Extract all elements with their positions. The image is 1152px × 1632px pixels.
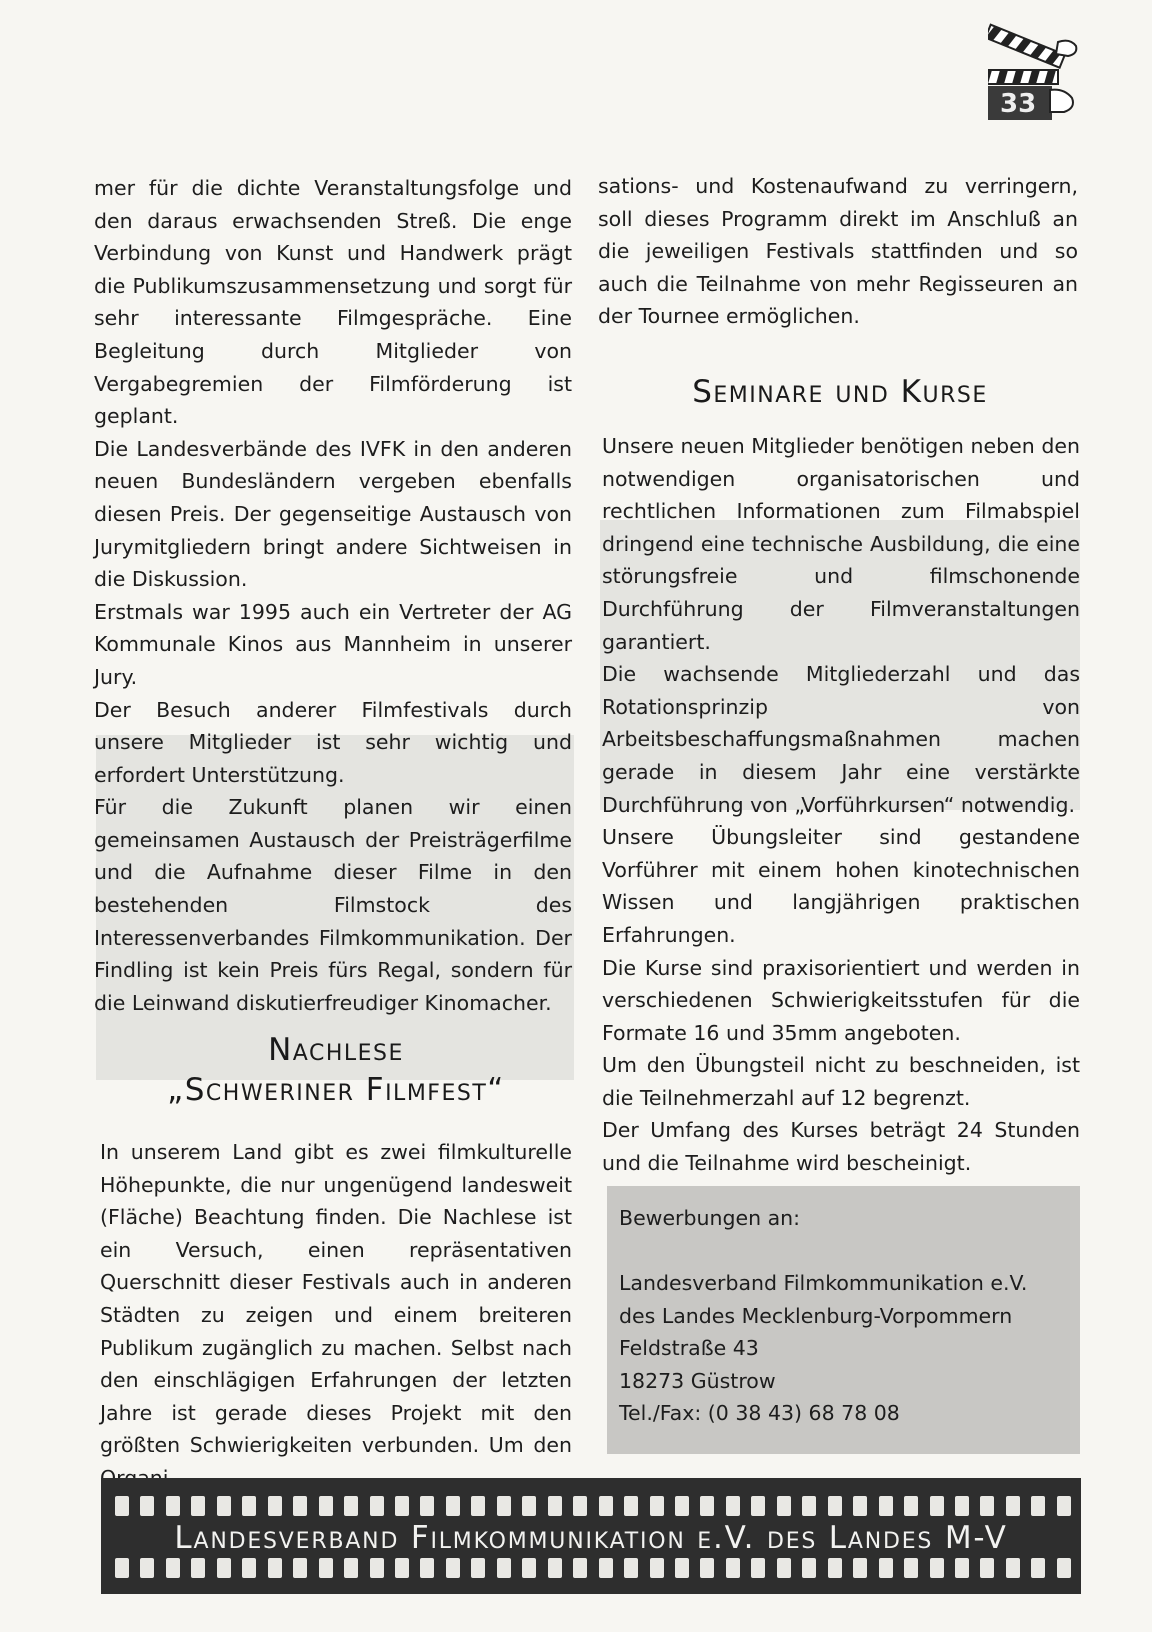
film-perforation-hole bbox=[802, 1558, 816, 1578]
heading-nachlese bbox=[96, 1030, 576, 1110]
film-perforation-hole bbox=[930, 1558, 944, 1578]
film-perforation-hole bbox=[1031, 1496, 1045, 1516]
paragraph: Die wachsende Mitgliederzahl und das Rotationsprinzip von Arbeitsbeschaffungsmaßnahmen machen gerade in diesem Jahr eine verstärkte Durchführung von „Vorführkursen“ notwendig. bbox=[602, 662, 1080, 817]
left-column-top bbox=[94, 172, 572, 1019]
clapperboard-icon bbox=[988, 20, 1078, 132]
film-perforation-hole bbox=[370, 1558, 384, 1578]
film-perforation-hole bbox=[904, 1558, 918, 1578]
film-perforation-hole bbox=[802, 1496, 816, 1516]
film-perforation-hole bbox=[370, 1496, 384, 1516]
film-perforation-hole bbox=[166, 1558, 180, 1578]
film-perforation-hole bbox=[675, 1496, 689, 1516]
paragraph: Unsere neuen Mitglieder benötigen neben den notwendigen organisatorischen und rechtlichen Informationen zum Filmabspiel dringend eine technische Ausbildung, die eine störungsfreie und filmschonende Durchführung der Filmveranstaltungen garantiert. bbox=[602, 434, 1080, 654]
film-perforation-hole bbox=[955, 1496, 969, 1516]
film-perforation-hole bbox=[930, 1496, 944, 1516]
film-perforation-hole bbox=[522, 1496, 536, 1516]
paragraph: Für die Zukunft planen wir einen gemeinsamen Austausch der Preisträgerfilme und die Aufnahme dieser Filme in den bestehenden Filmstock des Interessenverbandes Filmkommunikation. Der Findling ist kein Preis fürs Regal, sondern für die Leinwand diskutierfreudiger Kinomacher. bbox=[94, 795, 572, 1015]
film-perforation-hole bbox=[166, 1496, 180, 1516]
paragraph: Der Umfang des Kurses beträgt 24 Stunden und die Teilnahme wird bescheinigt. bbox=[602, 1118, 1080, 1176]
film-perforation-hole bbox=[293, 1558, 307, 1578]
contact-address bbox=[619, 1267, 1027, 1430]
film-perforation-hole bbox=[497, 1558, 511, 1578]
paragraph: sations- und Kostenaufwand zu verringern, soll dieses Programm direkt im Anschluß an die jeweiligen Festivals stattfinden und so auch die Teilnahme von mehr Regisseuren an der Tournee ermöglichen. bbox=[598, 174, 1078, 329]
film-perforation-hole bbox=[879, 1558, 893, 1578]
film-perforation-hole bbox=[268, 1558, 282, 1578]
film-perforation-hole bbox=[217, 1496, 231, 1516]
film-perforation-hole bbox=[242, 1496, 256, 1516]
film-perforation-hole bbox=[980, 1558, 994, 1578]
contact-box bbox=[607, 1186, 1080, 1454]
film-perforation-hole bbox=[650, 1496, 664, 1516]
film-perforation-hole bbox=[726, 1558, 740, 1578]
film-perforation-hole bbox=[1006, 1558, 1020, 1578]
heading-line: „Schweriner Filmfest“ bbox=[167, 1072, 505, 1108]
paragraph: Der Besuch anderer Filmfestivals durch unsere Mitglieder ist sehr wichtig und erfordert Unterstützung. bbox=[94, 697, 572, 787]
contact-line: Feldstraße 43 bbox=[619, 1336, 759, 1361]
film-perforation-hole bbox=[624, 1558, 638, 1578]
film-perforation-hole bbox=[446, 1558, 460, 1578]
film-perforation-hole bbox=[853, 1558, 867, 1578]
film-perforation-hole bbox=[319, 1558, 333, 1578]
paragraph: Die Kurse sind praxisorientiert und werden in verschiedenen Schwierigkeitsstufen für die Formate 16 und 35mm angeboten. bbox=[602, 955, 1080, 1045]
film-perforation-hole bbox=[115, 1558, 129, 1578]
paragraph: Um den Übungsteil nicht zu beschneiden, ist die Teilnehmerzahl auf 12 begrenzt. bbox=[602, 1053, 1080, 1110]
film-perforation-hole bbox=[726, 1496, 740, 1516]
contact-heading: Bewerbungen an: bbox=[619, 1206, 801, 1230]
contact-line: Landesverband Filmkommunikation e.V. bbox=[619, 1271, 1028, 1295]
film-perforation-hole bbox=[395, 1558, 409, 1578]
film-perforation-hole bbox=[573, 1558, 587, 1578]
film-perforation-hole bbox=[700, 1558, 714, 1578]
right-column-mid bbox=[602, 430, 1080, 1180]
film-perforation-hole bbox=[650, 1558, 664, 1578]
film-perforation-hole bbox=[980, 1496, 994, 1516]
page-number-clapperboard bbox=[988, 20, 1078, 132]
film-perforation-hole bbox=[777, 1496, 791, 1516]
film-perforation-hole bbox=[140, 1496, 154, 1516]
contact-line: des Landes Mecklenburg-Vorpommern bbox=[619, 1303, 1013, 1328]
film-perforation-hole bbox=[522, 1558, 536, 1578]
film-perforation-top bbox=[115, 1496, 1071, 1516]
film-perforation-hole bbox=[1057, 1558, 1071, 1578]
film-perforation-hole bbox=[548, 1496, 562, 1516]
film-perforation-hole bbox=[293, 1496, 307, 1516]
left-column-bottom bbox=[100, 1136, 572, 1495]
film-perforation-hole bbox=[420, 1496, 434, 1516]
film-perforation-hole bbox=[420, 1558, 434, 1578]
film-perforation-hole bbox=[751, 1496, 765, 1516]
film-perforation-hole bbox=[828, 1496, 842, 1516]
film-perforation-hole bbox=[879, 1496, 893, 1516]
film-perforation-hole bbox=[191, 1496, 205, 1516]
paragraph: Erstmals war 1995 auch ein Vertreter der AG Kommunale Kinos aus Mannheim in unserer Jury. bbox=[94, 599, 572, 689]
film-perforation-hole bbox=[624, 1496, 638, 1516]
film-perforation-hole bbox=[573, 1496, 587, 1516]
film-perforation-hole bbox=[268, 1496, 282, 1516]
heading-seminare: Seminare und Kurse bbox=[692, 374, 988, 410]
film-perforation-hole bbox=[548, 1558, 562, 1578]
film-perforation-hole bbox=[497, 1496, 511, 1516]
heading-line: Nachlese bbox=[268, 1032, 404, 1068]
film-perforation-hole bbox=[955, 1558, 969, 1578]
right-column-top bbox=[598, 170, 1078, 333]
film-perforation-hole bbox=[191, 1558, 205, 1578]
contact-line: Tel./Fax: (0 38 43) 68 78 08 bbox=[619, 1401, 900, 1426]
film-perforation-hole bbox=[599, 1496, 613, 1516]
footer-banner-text: Landesverband Filmkommunikation e.V. des Landes M-V bbox=[174, 1520, 1008, 1556]
film-perforation-hole bbox=[217, 1558, 231, 1578]
paragraph: Die Landesverbände des IVFK in den anderen neuen Bundesländern vergeben ebenfalls diesen Preis. Der gegenseitige Austausch von Jurymitgliedern bringt andere Sichtweisen in die Diskussion. bbox=[94, 436, 572, 592]
film-perforation-bottom bbox=[115, 1558, 1071, 1578]
film-perforation-hole bbox=[140, 1558, 154, 1578]
film-perforation-hole bbox=[471, 1496, 485, 1516]
film-perforation-hole bbox=[471, 1558, 485, 1578]
film-perforation-hole bbox=[242, 1558, 256, 1578]
film-perforation-hole bbox=[319, 1496, 333, 1516]
film-perforation-hole bbox=[777, 1558, 791, 1578]
film-perforation-hole bbox=[1031, 1558, 1045, 1578]
paragraph: Unsere Übungsleiter sind gestandene Vorführer mit einem hohen kinotechnischen Wissen und langjährigen praktischen Erfahrungen. bbox=[602, 825, 1080, 947]
film-perforation-hole bbox=[599, 1558, 613, 1578]
film-perforation-hole bbox=[344, 1496, 358, 1516]
film-perforation-hole bbox=[1006, 1496, 1020, 1516]
film-perforation-hole bbox=[446, 1496, 460, 1516]
film-perforation-hole bbox=[751, 1558, 765, 1578]
film-perforation-hole bbox=[828, 1558, 842, 1578]
page-number: 33 bbox=[1000, 89, 1037, 119]
film-perforation-hole bbox=[675, 1558, 689, 1578]
paragraph: mer für die dichte Veranstaltungsfolge und den daraus erwachsenden Streß. Die enge Verbindung von Kunst und Handwerk prägt die Publikumszusammensetzung und sorgt für sehr interessante Filmgespräche. Eine Begleitung durch Mitglieder von Vergabegremien der Filmförderung ist geplant. bbox=[94, 176, 572, 429]
film-perforation-hole bbox=[344, 1558, 358, 1578]
film-perforation-hole bbox=[395, 1496, 409, 1516]
film-perforation-hole bbox=[853, 1496, 867, 1516]
film-perforation-hole bbox=[115, 1496, 129, 1516]
film-perforation-hole bbox=[1057, 1496, 1071, 1516]
film-perforation-hole bbox=[700, 1496, 714, 1516]
film-perforation-hole bbox=[904, 1496, 918, 1516]
contact-line: 18273 Güstrow bbox=[619, 1368, 776, 1393]
paragraph: In unserem Land gibt es zwei filmkulturelle Höhepunkte, die nur ungenügend landesweit (Fläche) Beachtung finden. Die Nachlese ist ein Versuch, einen repräsentativen Querschnitt dieser Festivals auch in anderen Städten zu zeigen und einem breiteren Publikum zugänglich zu machen. Selbst nach den einschlägigen Erfahrungen der letzten Jahre ist gerade dieses Projekt mit den größten Schwierigkeiten verbunden. Um den bbox=[100, 1140, 572, 1458]
footer-film-strip bbox=[101, 1478, 1081, 1594]
